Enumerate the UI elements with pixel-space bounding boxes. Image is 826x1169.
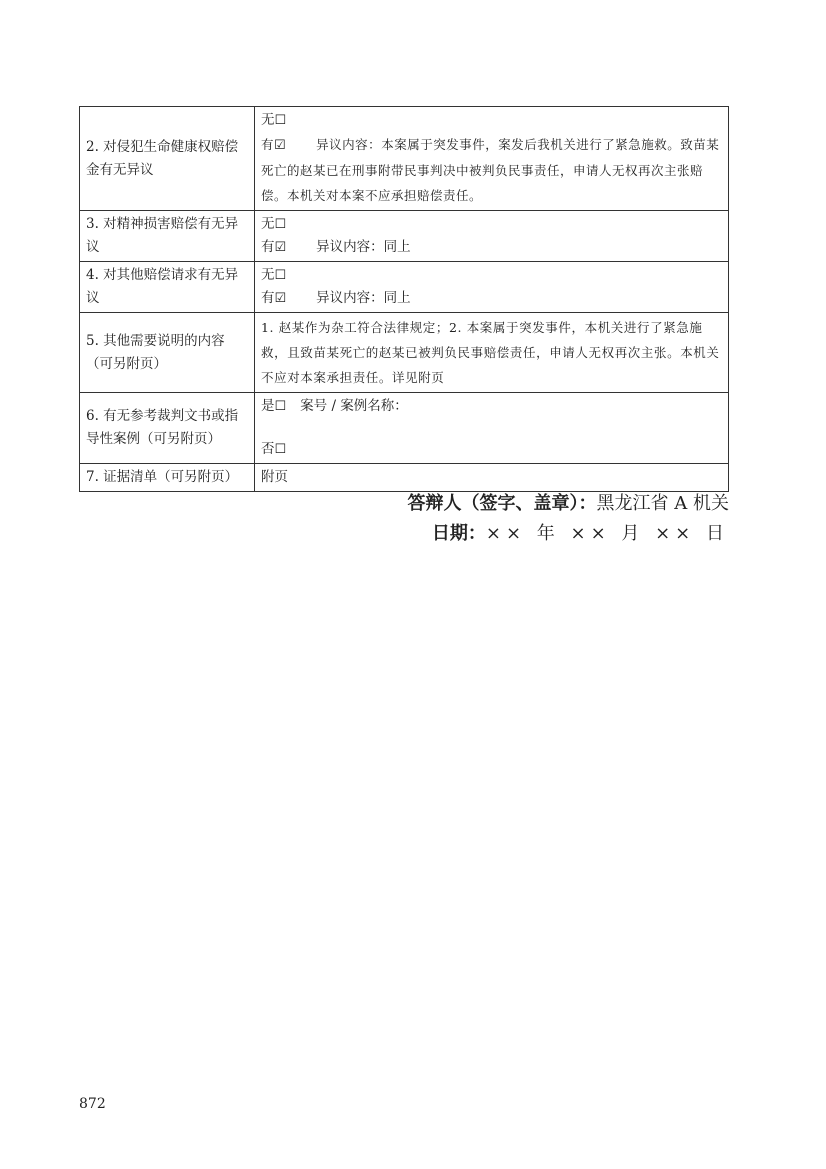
row-content-mental-damage bbox=[255, 211, 729, 262]
other-notes-text: 1. 赵某作为杂工符合法律规定；2. 本案属于突发事件，本机关进行了紧急施救，且致苗某死亡的赵某已被判负民事赔偿责任，申请人无权再次主张。本机关不应对本案承担责任。详见附页 bbox=[261, 320, 720, 385]
unchecked-box-icon[interactable]: ☐ bbox=[274, 442, 287, 457]
signature-block bbox=[408, 489, 729, 549]
respondent-line bbox=[408, 489, 729, 519]
option-yes bbox=[261, 137, 719, 203]
row-label-evidence-list: 7. 证据清单（可另附页） bbox=[80, 464, 255, 492]
option-yes-label: 有 bbox=[261, 239, 275, 255]
row-label-reference-cases: 6. 有无参考裁判文书或指导性案例（可另附页） bbox=[80, 393, 255, 464]
unchecked-box-icon[interactable]: ☐ bbox=[274, 399, 287, 414]
option-yes-label: 有 bbox=[261, 137, 275, 152]
table-row bbox=[80, 464, 729, 492]
option-yes-label: 有 bbox=[261, 290, 275, 306]
case-number-label: 案号 / 案例名称： bbox=[300, 398, 408, 414]
table-row bbox=[80, 313, 729, 393]
objection-text: 同上 bbox=[383, 290, 411, 306]
respondent-label: 答辩人（签字、盖章）： bbox=[407, 493, 597, 514]
row-label-mental-damage: 3. 对精神损害赔偿有无异议 bbox=[80, 211, 255, 262]
row-label-other-notes: 5. 其他需要说明的内容（可另附页） bbox=[80, 313, 255, 393]
option-yes-label: 是 bbox=[261, 398, 275, 414]
row-content-other-claims bbox=[255, 262, 729, 313]
objection-title: 异议内容： bbox=[316, 239, 384, 255]
checked-box-icon[interactable]: ☑ bbox=[274, 240, 287, 255]
option-yes bbox=[261, 395, 722, 418]
option-yes bbox=[261, 287, 722, 310]
row-label-life-health: 2. 对侵犯生命健康权赔偿金有无异议 bbox=[80, 107, 255, 211]
defense-statement-table bbox=[79, 106, 729, 492]
unchecked-box-icon[interactable]: ☐ bbox=[274, 268, 287, 283]
option-no-label: 无 bbox=[261, 267, 275, 283]
option-no bbox=[261, 109, 722, 132]
date-label: 日期： bbox=[431, 523, 486, 544]
checked-box-icon[interactable]: ☑ bbox=[274, 291, 287, 306]
option-no-label: 否 bbox=[261, 441, 275, 457]
objection-text: 同上 bbox=[383, 239, 411, 255]
objection-title: 异议内容： bbox=[316, 290, 384, 306]
checked-box-icon[interactable]: ☑ bbox=[274, 138, 287, 153]
page-number: 872 bbox=[79, 1096, 106, 1112]
option-no-label: 无 bbox=[261, 216, 275, 232]
option-no bbox=[261, 264, 722, 287]
respondent-value: 黑龙江省 A 机关 bbox=[596, 493, 729, 514]
option-no bbox=[261, 438, 722, 461]
row-label-other-claims: 4. 对其他赔偿请求有无异议 bbox=[80, 262, 255, 313]
unchecked-box-icon[interactable]: ☐ bbox=[274, 113, 287, 128]
option-yes bbox=[261, 236, 722, 259]
option-no bbox=[261, 213, 722, 236]
unchecked-box-icon[interactable]: ☐ bbox=[274, 217, 287, 232]
table-row bbox=[80, 107, 729, 211]
date-line bbox=[408, 519, 729, 549]
date-value: ×× 年 ×× 月 ×× 日 bbox=[485, 523, 729, 544]
row-content-reference-cases bbox=[255, 393, 729, 464]
objection-title: 异议内容： bbox=[316, 137, 382, 152]
row-content-life-health bbox=[255, 107, 729, 211]
table-row bbox=[80, 211, 729, 262]
option-no-label: 无 bbox=[261, 112, 275, 128]
row-content-other-notes bbox=[255, 313, 729, 393]
row-content-evidence-list: 附页 bbox=[255, 464, 729, 492]
table-row bbox=[80, 393, 729, 464]
objection-text: 本案属于突发事件，案发后我机关进行了紧急施救。致苗某死亡的赵某已在刑事附带民事判决中被判负民事责任，申请人无权再次主张赔偿。本机关对本案不应承担赔偿责任。 bbox=[261, 137, 720, 203]
table-row bbox=[80, 262, 729, 313]
